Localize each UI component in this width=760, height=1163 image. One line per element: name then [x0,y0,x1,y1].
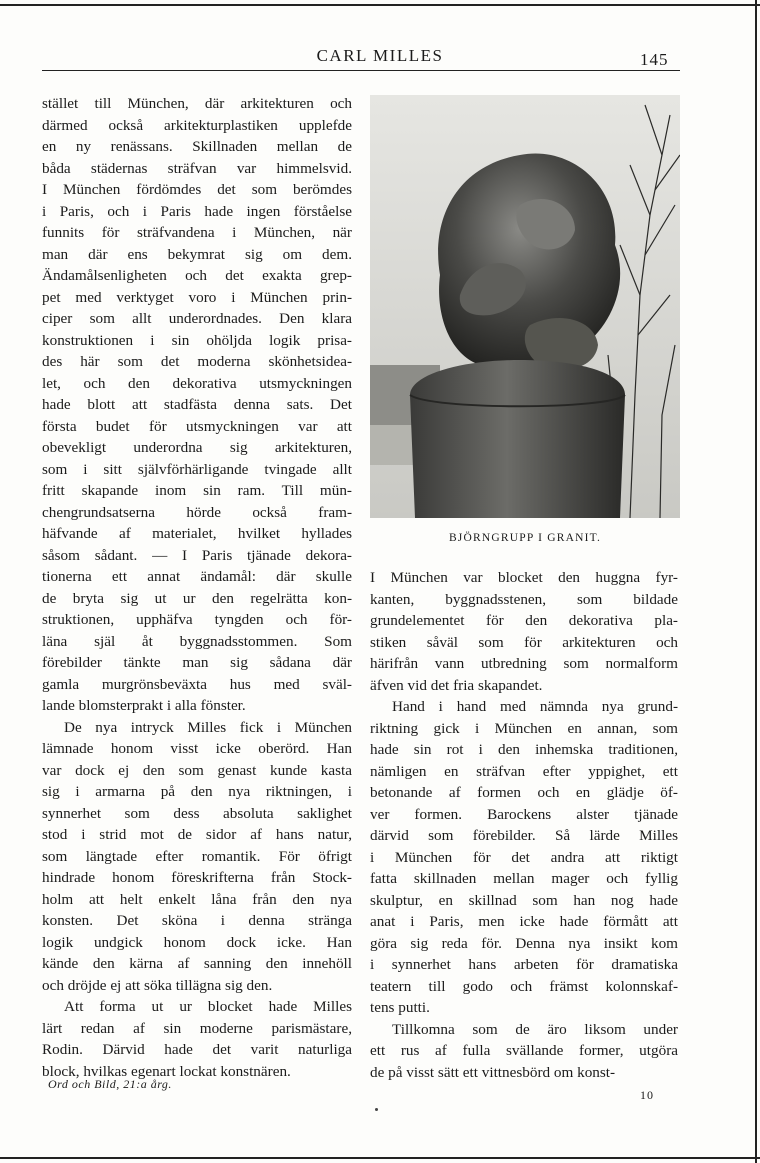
page-number: 145 [640,50,669,69]
text-line: chengrundsatserna hörde också fram- [42,503,352,521]
text-line: riktning gick i München en annan, som [370,719,678,737]
text-line: teatern till godo och främst kolonnskaf- [370,977,678,995]
text-line: Hand i hand med nämnda nya grund- [392,698,678,715]
text-line: lämnade honom visst icke oberörd. Han [42,740,352,757]
text-line: ciper som allt underordnades. Den klara [42,310,352,327]
text-line: konsten. Det sköna i denna stränga [42,912,352,929]
bottom-edge-rule [0,1157,760,1159]
text-line: läna själ åt byggnadsstommen. Som [42,632,352,650]
text-line: båda städernas sträfvan var himmelsvid. [42,159,352,177]
bear-sculpture-photo [370,95,680,518]
text-line: fritt skapande inom sin ram. Till mün- [42,482,352,499]
print-dot [375,1108,378,1111]
text-line: hade sin rot i den inhemska traditionen, [370,741,678,758]
text-line: Tillkomna som de äro liksom under [392,1020,678,1038]
text-line: hade blott att stadfästa denna sats. Det [42,396,352,413]
text-line: som i sitt självförhärligande tvingade allt [42,460,352,478]
text-line: skulptur, en skillnad som han nog hade [370,891,678,909]
text-line: var dock ej den som genast kunde kasta [42,761,352,779]
figure-caption: BJÖRNGRUPP I GRANIT. [448,532,602,544]
text-line: struktionen, upphäfva tyngden och för- [42,611,352,628]
text-line: de bryta sig ut ur den regelrätta kon- [42,589,352,607]
text-line: man där ens bekymrat sig om dem. [42,245,352,263]
text-line: fatta skillnaden mellan mager och fyllig [370,870,678,887]
text-line: och dröjde ej att söka tillägna sig den. [42,976,273,994]
running-head-title: CARL MILLES [316,46,444,65]
text-line: block, hvilkas egenart lockat konstnären. [42,1062,291,1080]
text-line: tens putti. [370,999,430,1016]
left-text-column [42,93,352,1082]
text-line: Rodin. Därvid hade det varit naturliga [42,1041,352,1058]
text-line: lärt redan af sin moderne parismästare, [42,1019,352,1037]
text-line: härifrån vann utbredning som normalform [370,655,678,672]
text-line: därvid som förebilder. Så lärde Milles [370,827,678,844]
text-line: i München för det andra att riktigt [370,848,678,866]
text-line: stället till München, där arkitekturen och [42,95,352,112]
text-line: som längtade efter romantik. För öfrigt [42,847,352,865]
text-line: I München var blocket den huggna fyr- [370,569,678,586]
text-line: därmed också arkitekturplastiken upplefde [42,116,352,134]
text-line: en ny renässans. Skillnaden mellan de [42,138,352,155]
text-line: betonande af formen och en glädje öf- [370,784,678,801]
text-line: häfvande af materialet, hvilket hyllades [42,525,352,542]
text-line: holm att helt enkelt låna från den nya [42,890,352,908]
text-line: lande blomsterprakt i alla fönster. [42,697,246,714]
text-line: Ändamålsenligheten och det exakta grep- [42,267,352,284]
text-line: pet med verktyget voro i München prin- [42,288,352,306]
text-line: kanten, byggnadsstenen, som bildade [370,590,678,608]
source-footnote: Ord och Bild, 21:a årg. [48,1077,172,1091]
sculpture-photo-art [370,95,680,518]
text-line: stiken såväl som för arkitekturen och [370,633,678,651]
text-line: Att forma ut ur blocket hade Milles [64,998,352,1015]
text-line: des här som det moderna skönhetsidea- [42,353,352,370]
text-line: I München fördömdes det som berömdes [42,181,352,198]
text-line: anat i Paris, men icke hade förmått att [370,913,678,930]
text-line: nämligen en sträfvan efter yppighet, ett [370,762,678,780]
text-line: De nya intryck Milles fick i München [64,718,352,736]
text-line: första budet för utsmyckningen var att [42,417,352,435]
text-line: göra sig reda för. Denna nya insikt kom [370,934,678,952]
text-line: i synnerhet hans arbeten för dramatiska [370,956,678,973]
header-rule [42,70,680,71]
text-line: gamla murgrönsbeväxta hus med sväl- [42,675,352,693]
signature-mark: 10 [640,1088,654,1102]
right-text-column [370,567,678,1083]
text-line: ett rus af fulla svällande former, utgöra [370,1042,678,1059]
text-line: ver formen. Barockens alster tjänade [370,805,678,823]
text-line: hindrade honom föreskrifterna från Stock- [42,869,352,886]
top-edge-rule [0,4,760,6]
right-edge-rule [755,0,757,1163]
text-line: let, och den dekorativa utsmyckningen [42,374,352,392]
text-line: såsom sådant. — I Paris tjänade dekora- [42,546,352,564]
text-line: äfven vid det fria skapandet. [370,676,543,694]
text-line: synnerhet som dess absoluta saklighet [42,804,352,822]
text-line: grundelementet för den dekorativa pla- [370,612,678,629]
text-line: logik undgick honom dock icke. Han [42,933,352,951]
text-line: kände den kärna af sanning den innehöll [42,955,352,972]
text-line: sig i armarna på den nya riktningen, i [42,783,352,800]
text-line: konstruktionen i sin ohöljda logik prisa- [42,331,352,349]
text-line: funnits för sträfvandena i München, när [42,224,352,241]
text-line: obevekligt underordna sig arkitekturen, [42,439,352,456]
text-line: tionerna ett annat ändamål: där skulle [42,568,352,585]
text-line: i Paris, och i Paris hade ingen förståelse [42,202,352,220]
text-line: de på visst sätt ett vittnesbörd om konst- [370,1063,616,1081]
text-line: stod i strid mot de sidor af hans natur, [42,826,352,843]
text-line: förebilder tänkte man sig sådana där [42,654,352,671]
